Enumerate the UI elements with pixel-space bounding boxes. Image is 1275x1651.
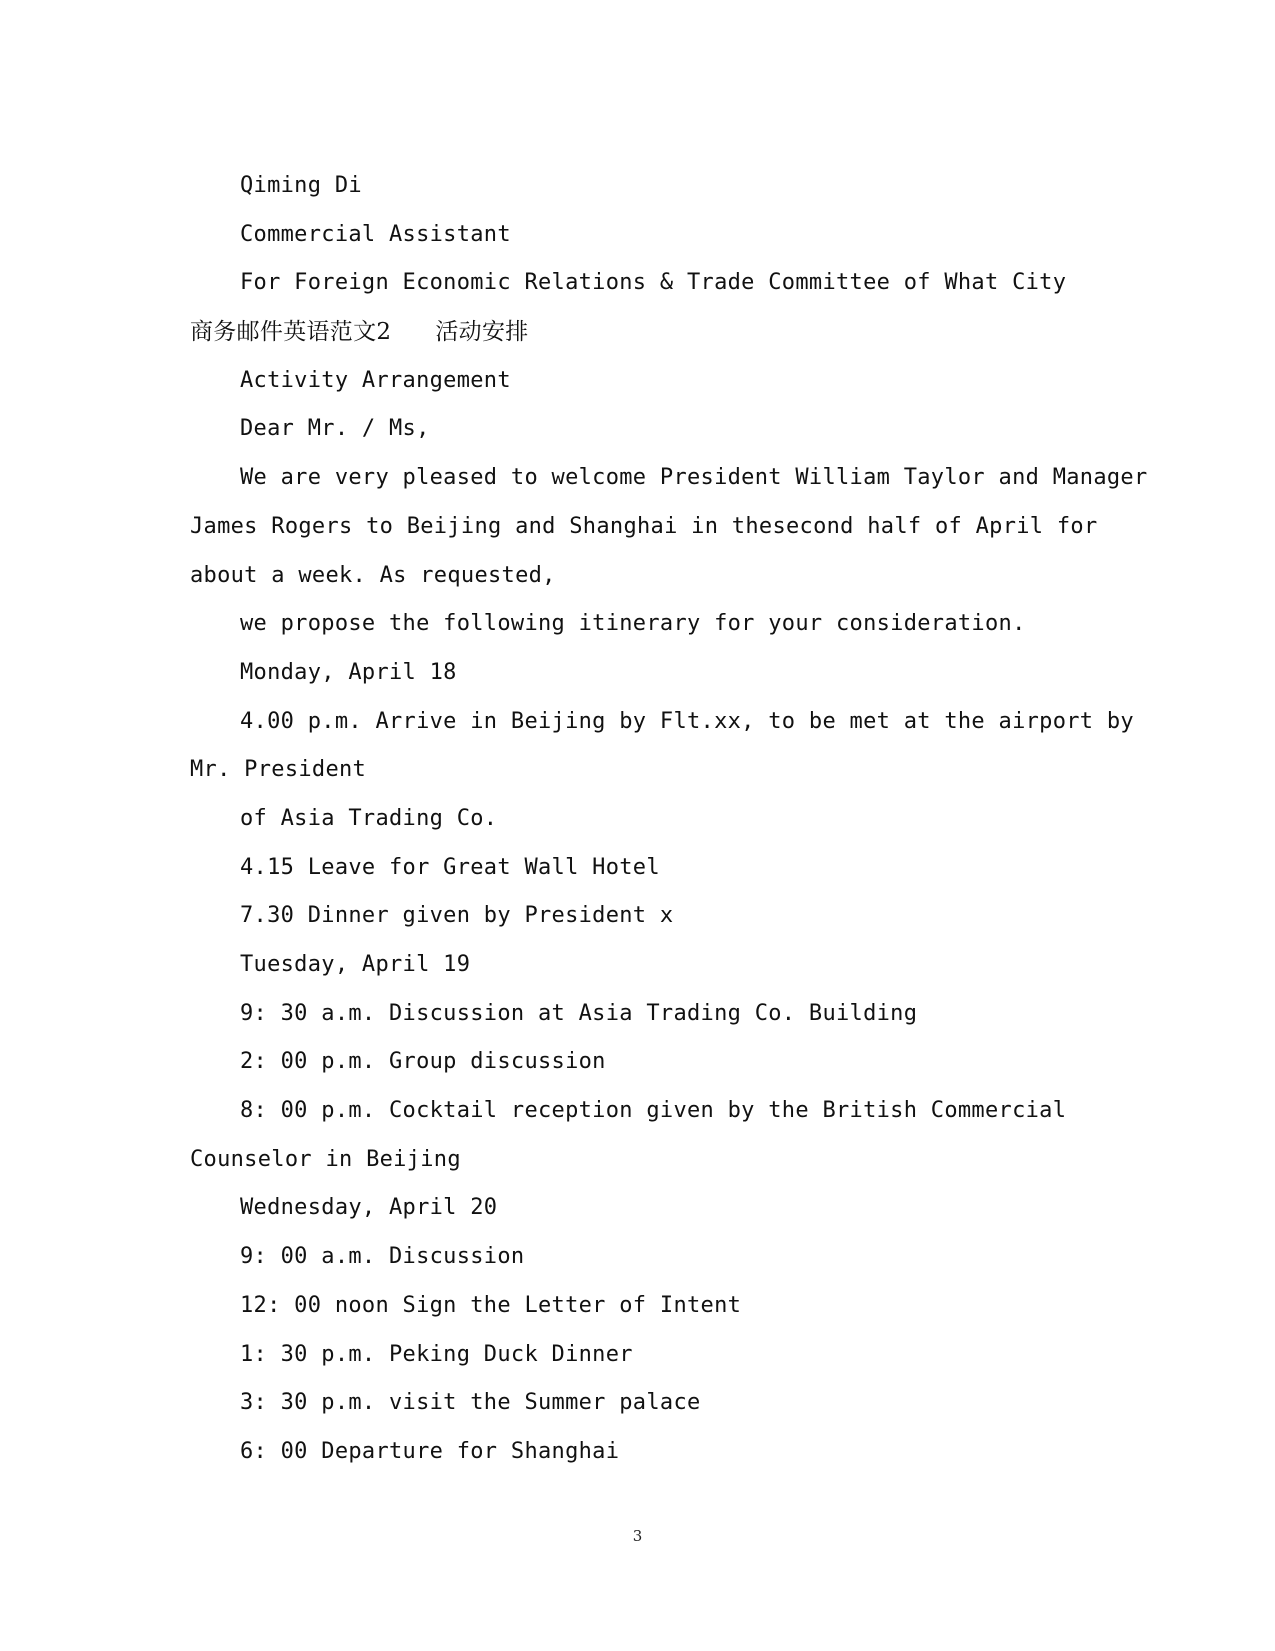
paragraph-line: James Rogers to Beijing and Shanghai in thesecond half of April for bbox=[190, 513, 1098, 539]
paragraph-line: about a week. As requested, bbox=[190, 562, 556, 588]
itinerary-item: 4.15 Leave for Great Wall Hotel bbox=[240, 854, 660, 880]
itinerary-item: 4.00 p.m. Arrive in Beijing by Flt.xx, to be met at the airport by bbox=[240, 708, 1134, 734]
itinerary-day: Tuesday, April 19 bbox=[240, 952, 471, 977]
section-heading-title: 商务邮件英语范文2 bbox=[190, 319, 392, 346]
itinerary-item-continued: Counselor in Beijing bbox=[190, 1146, 461, 1172]
section-heading bbox=[190, 308, 1090, 357]
sender-organization: For Foreign Economic Relations & Trade Committee of What City bbox=[240, 270, 1067, 296]
itinerary-item: 9: 30 a.m. Discussion at Asia Trading Co. Building bbox=[240, 1000, 918, 1026]
paragraph-line: we propose the following itinerary for your consideration. bbox=[240, 611, 1026, 637]
paragraph-line: We are very pleased to welcome President William Taylor and Manager bbox=[240, 465, 1148, 491]
itinerary-item: 1: 30 p.m. Peking Duck Dinner bbox=[240, 1341, 633, 1367]
itinerary-item: 2: 00 p.m. Group discussion bbox=[240, 1049, 606, 1075]
itinerary-item-continued: of Asia Trading Co. bbox=[240, 805, 498, 831]
itinerary-item: 3: 30 p.m. visit the Summer palace bbox=[240, 1390, 701, 1416]
itinerary-item-continued: Mr. President bbox=[190, 757, 367, 783]
sender-name: Qiming Di bbox=[240, 173, 362, 198]
itinerary-item: 7.30 Dinner given by President x bbox=[240, 903, 674, 929]
itinerary-item: 6: 00 Departure for Shanghai bbox=[240, 1438, 620, 1464]
itinerary-item: 12: 00 noon Sign the Letter of Intent bbox=[240, 1292, 742, 1318]
letter-subject: Activity Arrangement bbox=[240, 367, 511, 393]
page-number: 3 bbox=[632, 1527, 643, 1545]
letter-salutation: Dear Mr. / Ms, bbox=[240, 416, 430, 442]
itinerary-item: 8: 00 p.m. Cocktail reception given by the British Commercial bbox=[240, 1098, 1067, 1124]
sender-title: Commercial Assistant bbox=[240, 221, 511, 247]
document-body bbox=[190, 162, 1148, 1477]
section-heading-subtitle: 活动安排 bbox=[435, 319, 529, 346]
itinerary-day: Monday, April 18 bbox=[240, 659, 457, 685]
itinerary-item: 9: 00 a.m. Discussion bbox=[240, 1244, 525, 1270]
itinerary-day: Wednesday, April 20 bbox=[240, 1195, 498, 1221]
